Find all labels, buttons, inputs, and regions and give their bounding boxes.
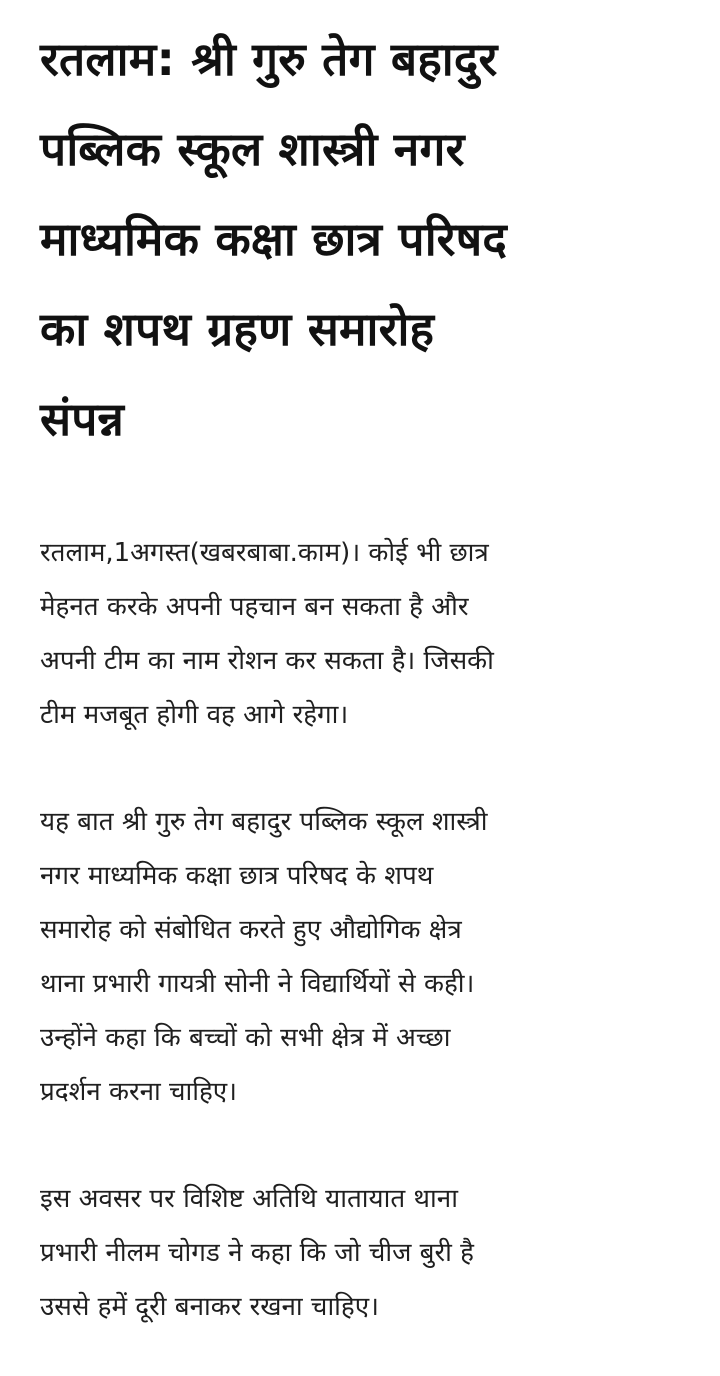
article-paragraph — [40, 795, 690, 1119]
paragraph-line: मेहनत करके अपनी पहचान बन सकता है और — [40, 592, 469, 622]
article-paragraph — [40, 526, 690, 742]
paragraph-line: उन्होंने कहा कि बच्चों को सभी क्षेत्र में अच्छा — [40, 1023, 451, 1053]
paragraph-line: नगर माध्यमिक कक्षा छात्र परिषद के शपथ — [40, 861, 434, 891]
article-body — [40, 526, 690, 1334]
paragraph-line: अपनी टीम का नाम रोशन कर सकता है। जिसकी — [40, 646, 494, 676]
paragraph-line: थाना प्रभारी गायत्री सोनी ने विद्यार्थियों से कही। — [40, 969, 475, 999]
paragraph-line: उससे हमें दूरी बनाकर रखना चाहिए। — [40, 1292, 379, 1322]
paragraph-line: समारोह को संबोधित करते हुए औद्योगिक क्षेत्र — [40, 915, 462, 945]
paragraph-line: रतलाम,1अगस्त(खबरबाबा.काम)। कोई भी छात्र — [40, 538, 489, 568]
paragraph-line: टीम मजबूत होगी वह आगे रहेगा। — [40, 700, 349, 730]
paragraph-line: इस अवसर पर विशिष्ट अतिथि यातायात थाना — [40, 1184, 458, 1214]
headline-line: पब्लिक स्कूल शास्त्री नगर — [40, 122, 465, 176]
paragraph-line: यह बात श्री गुरु तेग बहादुर पब्लिक स्कूल शास्त्री — [40, 807, 488, 837]
article — [40, 14, 690, 1334]
headline-line: का शपथ ग्रहण समारोह — [40, 302, 435, 356]
article-headline — [40, 14, 690, 464]
headline-line: रतलाम: श्री गुरु तेग बहादुर — [40, 32, 498, 86]
headline-line: माध्यमिक कक्षा छात्र परिषद — [40, 212, 508, 266]
paragraph-line: प्रभारी नीलम चोगड ने कहा कि जो चीज बुरी है — [40, 1238, 474, 1268]
paragraph-line: प्रदर्शन करना चाहिए। — [40, 1077, 238, 1107]
article-paragraph — [40, 1172, 690, 1334]
headline-line: संपन्न — [40, 392, 125, 446]
